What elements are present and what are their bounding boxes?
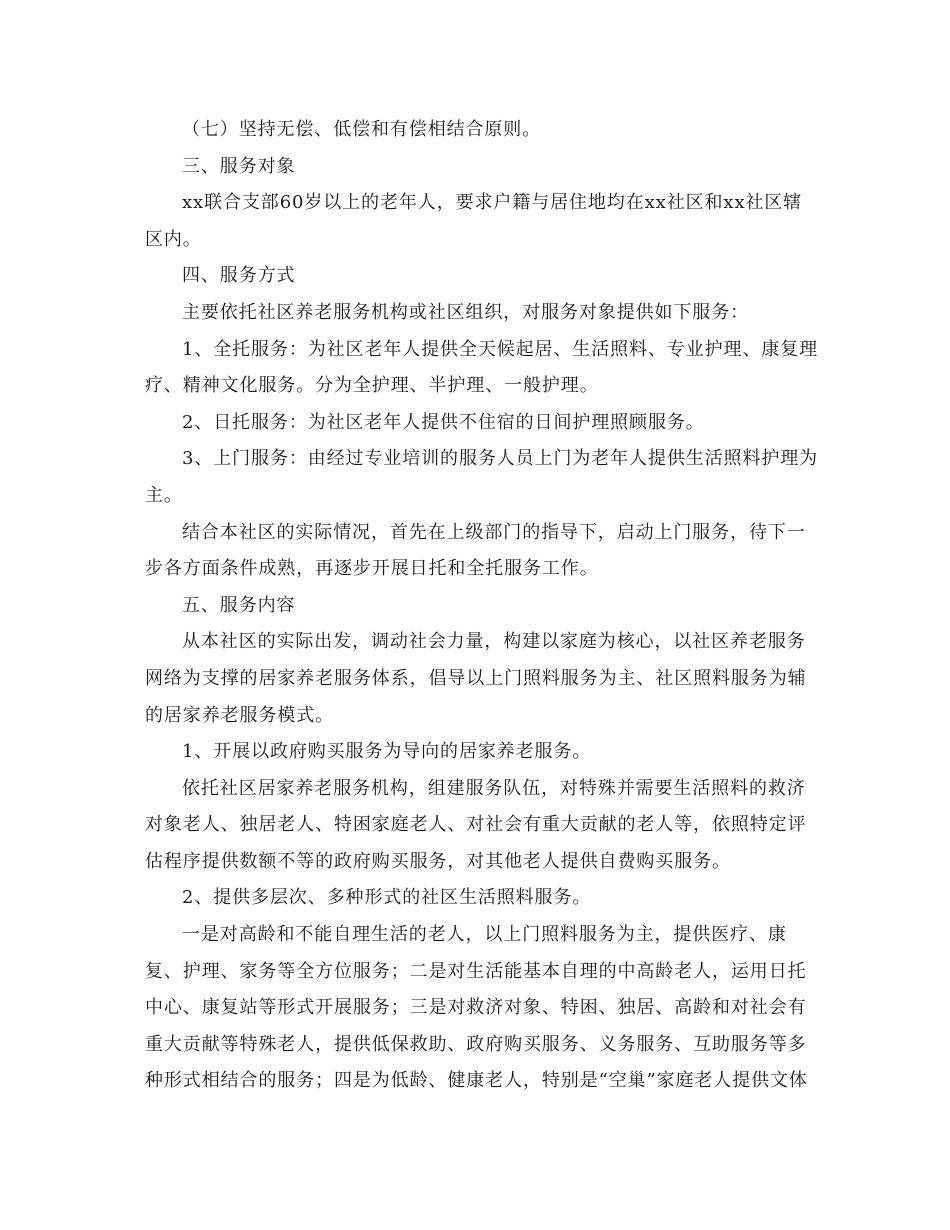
paragraph-line: 疗、精神文化服务。分为全护理、半护理、一般护理。 bbox=[145, 375, 599, 397]
paragraph-line: 一是对高龄和不能自理生活的老人，以上门照料服务为主，提供医疗、康 bbox=[182, 924, 787, 946]
paragraph-line: 结合本社区的实际情况，首先在上级部门的指导下，启动上门服务，待下一 bbox=[182, 521, 806, 543]
paragraph-line: 种形式相结合的服务；四是为低龄、健康老人，特别是“空巢”家庭老人提供文体 bbox=[145, 1070, 808, 1092]
paragraph-line: 步各方面条件成熟，再逐步开展日托和全托服务工作。 bbox=[145, 558, 599, 580]
paragraph-line: 从本社区的实际出发，调动社会力量，构建以家庭为核心，以社区养老服务 bbox=[182, 631, 806, 653]
paragraph-line: 2、提供多层次、多种形式的社区生活照料服务。 bbox=[182, 887, 592, 909]
paragraph-line: 的居家养老服务模式。 bbox=[145, 704, 334, 726]
paragraph-line: 估程序提供数额不等的政府购买服务，对其他老人提供自费购买服务。 bbox=[145, 850, 731, 872]
section-heading: 四、服务方式 bbox=[182, 265, 296, 287]
paragraph-line: 主。 bbox=[145, 484, 183, 506]
paragraph-line: 中心、康复站等形式开展服务；三是对救济对象、特困、独居、高龄和对社会有 bbox=[145, 997, 807, 1019]
paragraph-line: 依托社区居家养老服务机构，组建服务队伍，对特殊并需要生活照料的救济 bbox=[182, 777, 806, 799]
paragraph-line: 重大贡献等特殊老人，提供低保救助、政府购买服务、义务服务、互助服务等多 bbox=[145, 1033, 807, 1055]
section-heading: 五、服务内容 bbox=[182, 594, 296, 616]
paragraph-line: 1、全托服务：为社区老年人提供全天候起居、生活照料、专业护理、康复理 bbox=[182, 338, 819, 360]
section-heading: 三、服务对象 bbox=[182, 155, 296, 177]
paragraph-line: 主要依托社区养老服务机构或社区组织，对服务对象提供如下服务： bbox=[182, 301, 749, 323]
paragraph-line: 网络为支撑的居家养老服务体系，倡导以上门照料服务为主、社区照料服务为辅 bbox=[145, 667, 807, 689]
document-body bbox=[145, 112, 819, 1100]
paragraph-line: 对象老人、独居老人、特困家庭老人、对社会有重大贡献的老人等，依照特定评 bbox=[145, 814, 807, 836]
paragraph-line: （七）坚持无偿、低偿和有偿相结合原则。 bbox=[182, 119, 542, 140]
paragraph-line: 1、开展以政府购买服务为导向的居家养老服务。 bbox=[182, 741, 592, 763]
paragraph-line: 2、日托服务：为社区老年人提供不住宿的日间护理照顾服务。 bbox=[182, 411, 705, 433]
paragraph-line: xx联合支部60岁以上的老年人，要求户籍与居住地均在xx社区和xx社区辖 bbox=[182, 192, 803, 214]
paragraph-line: 复、护理、家务等全方位服务；二是对生活能基本自理的中高龄老人，运用日托 bbox=[145, 960, 807, 982]
paragraph-line: 3、上门服务：由经过专业培训的服务人员上门为老年人提供生活照料护理为 bbox=[182, 448, 819, 470]
paragraph-line: 区内。 bbox=[145, 228, 202, 250]
